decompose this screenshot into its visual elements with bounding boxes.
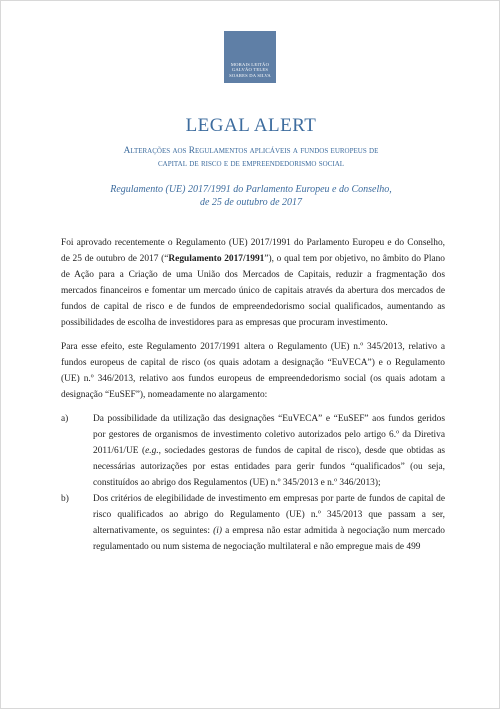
paragraph-1-text-a: Foi aprovado recentemente o Regulamento (UE) 2017/1991 do Parlamento Europeu e do Conselho, de 25 de outubro de 2017 (“ — [61, 238, 445, 264]
list-item-italic: (i) — [213, 526, 222, 536]
list-item-text-b: , sociedades gestoras de fundos de capital de risco), desde que obtidas as necessárias autorizações por estas entidades para gerir fundos “qualificados” (ou seja, constituídos ao abrigo dos Regulamentos (UE) n.º 345/2013 e n.º 346/2013); — [93, 446, 446, 488]
logo-line-3: SOARES DA SILVA — [229, 72, 271, 78]
document-subtitle — [111, 145, 391, 171]
paragraph-2: Para esse efeito, este Regulamento 2017/1991 altera o Regulamento (UE) n.º 345/2013, relativo a fundos europeus de capital de risco (os quais adotam a designação “EuVECA”) e o Regulamento (UE) n.º 346/2013, relativo aos fundos europeus de empreendedorismo social (os quais adotam a designação “EuSEF”), nomeadamente no alargamento: — [61, 342, 445, 400]
list-item-text-a: Dos critérios de elegibilidade de investimento em empresas por parte de fundos de capital de risco qualificados ao abrigo do Regulamento (UE) n.º 345/2013 que passam a ser, alternativamente, os seguintes: — [93, 494, 445, 536]
paragraph-1-text-b: ”), o qual tem por objetivo, no âmbito do Plano de Ação para a Criação de uma União dos Mercados de Capitais, reduzir a fragmentação dos mercados financeiros e fomentar um mercado único de capitais através da abertura dos mercados de fundos de capital de risco e de fundos de empreendedorismo social qualificados, aumentando as possibilidades de escolha de investidores para as empresas que procuram investimento. — [61, 254, 445, 328]
list-item — [61, 411, 445, 491]
regulation-reference — [91, 183, 411, 209]
list-marker: a) — [61, 414, 69, 424]
list-item — [61, 491, 445, 555]
document-body — [61, 235, 445, 555]
list-item-text-b: a empresa não estar admitida à negociação num mercado regulamentado ou num sistema de negociação multilateral e não empregue mais de 499 — [93, 526, 445, 552]
list-marker: b) — [61, 494, 69, 504]
paragraph-1 — [61, 235, 445, 331]
logo-line-2: GALVÃO TELES — [231, 67, 269, 73]
logo-line-1: MORAIS LEITÃO — [230, 61, 270, 67]
regulation-line-2: de 25 de outubro de 2017 — [199, 197, 303, 208]
list-item-text-a: Da possibilidade da utilização das designações “EuVECA” e “EuSEF” aos fundos geridos por gestores de organismos de investimento coletivo autorizados pelo artigo 6.º da Diretiva 2011/61/UE ( — [93, 414, 445, 456]
document-title: LEGAL ALERT — [185, 115, 317, 136]
regulation-line-1: Regulamento (UE) 2017/1991 do Parlamento Europeu e do Conselho, — [110, 184, 392, 195]
subtitle-line-2: capital de risco e de empreendedorismo social — [157, 159, 345, 169]
paragraph-1-bold: Regulamento 2017/1991 — [168, 254, 265, 264]
list-item-text — [93, 411, 445, 491]
list-item-italic: e.g. — [145, 446, 159, 456]
subtitle-line-1: Alterações aos Regulamentos aplicáveis a fundos europeus de — [123, 146, 379, 156]
list-item-text — [93, 491, 445, 555]
firm-logo — [224, 31, 276, 83]
